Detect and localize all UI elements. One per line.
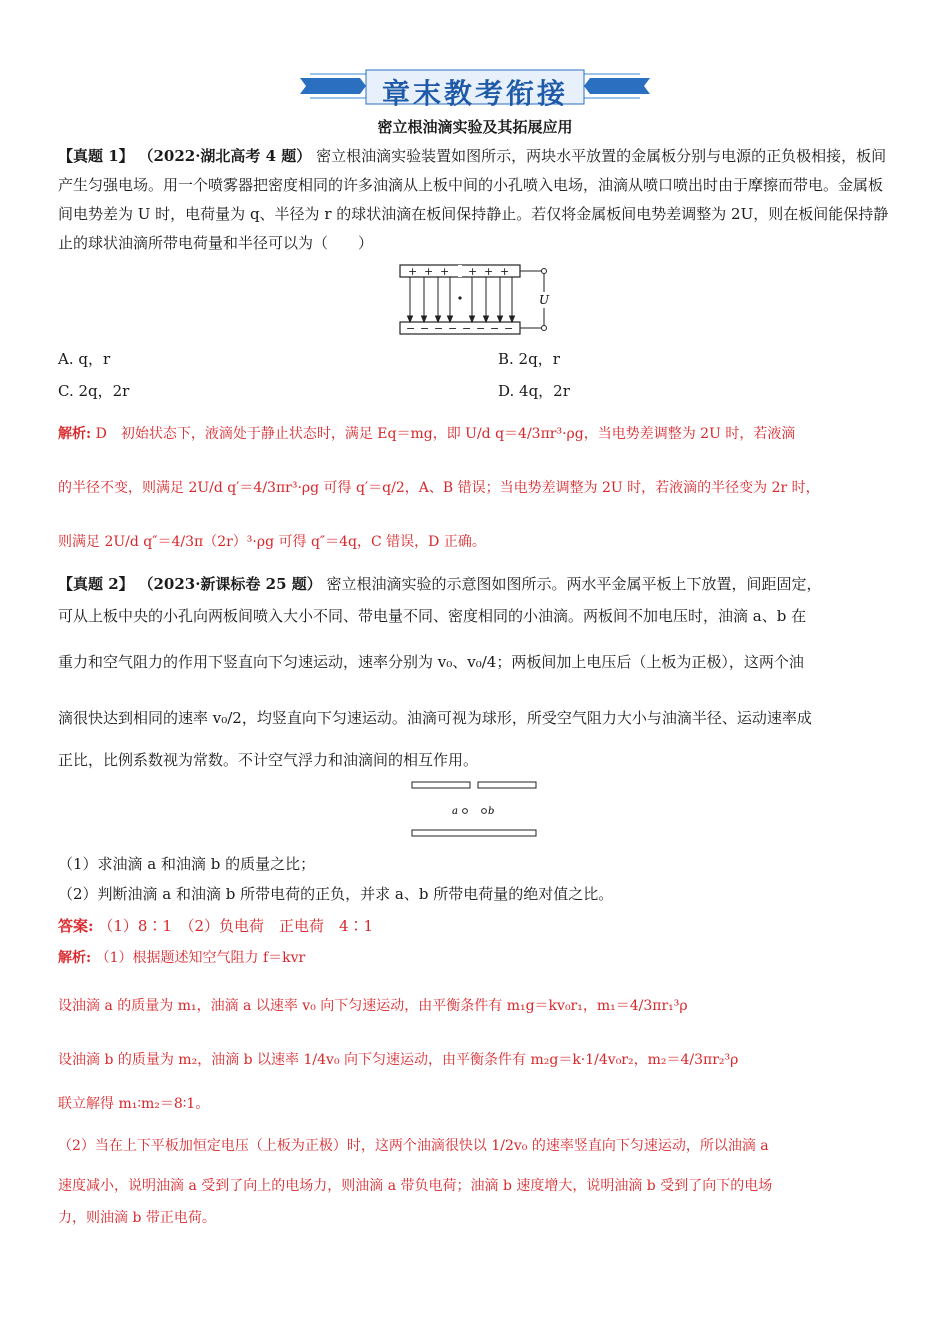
q2-source: （2023·新课标卷 25 题） xyxy=(138,575,322,593)
q1-bottom-sign: − xyxy=(406,322,416,335)
q2-analysis-7: 力，则油滴 b 带正电荷。 xyxy=(58,1210,216,1226)
q1-tag: 【真题 1】 xyxy=(58,147,134,165)
q2-analysis-label: 解析: xyxy=(58,950,92,966)
q1-analysis-text1: D 初始状态下，液滴处于静止状态时，满足 Eq＝mg，即 U/d q＝4/3πr³·ρg，当电势差调整为 2U 时，若液滴 xyxy=(95,426,796,442)
q2-sub1: （1）求油滴 a 和油滴 b 的质量之比； xyxy=(58,855,316,873)
q2-stem-line2: 可从上板中央的小孔向两板间喷入大小不同、带电量不同、密度相同的小油滴。两板间不加电压时，油滴 a、b 在 xyxy=(58,607,807,625)
q2-sub2: （2）判断油滴 a 和油滴 b 所带电荷的正负，并求 a、b 所带电荷量的绝对值之比。 xyxy=(58,885,614,903)
q2-label-a: a xyxy=(452,806,458,817)
q1-bottom-sign: − xyxy=(490,322,500,335)
q1-stem xyxy=(58,142,894,258)
q1-bottom-sign: − xyxy=(434,322,444,335)
q2-label-b: b xyxy=(488,806,495,817)
q2-analysis-text1: （1）根据题述知空气阻力 f＝kvr xyxy=(95,950,306,966)
banner-title: 章末教考衔接 xyxy=(381,77,568,110)
q2-answer-text: （1）8∶1 （2）负电荷 正电荷 4∶1 xyxy=(98,917,374,935)
q2-drop-a xyxy=(463,809,468,814)
q1-figure xyxy=(398,262,558,338)
q2-text-1: 密立根油滴实验的示意图如图所示。两水平金属平板上下放置，间距固定， xyxy=(326,575,822,593)
q1-bottom-sign: − xyxy=(462,322,472,335)
q2-stem-line4: 滴很快达到相同的速率 v₀/2，均竖直向下匀速运动。油滴可视为球形，所受空气阻力大小与油滴半径、运动速率成 xyxy=(58,709,812,727)
q2-analysis-3: 设油滴 b 的质量为 m₂，油滴 b 以速率 1/4v₀ 向下匀速运动，由平衡条件有 m₂g＝k·1/4v₀r₂，m₂＝4/3πr₂³ρ xyxy=(58,1052,739,1068)
q2-answer-label: 答案: xyxy=(58,917,94,935)
q1-oil-drop xyxy=(458,296,461,299)
q1-top-sign: + xyxy=(468,265,478,278)
q1-analysis-label: 解析: xyxy=(58,426,92,442)
q1-bottom-sign: − xyxy=(448,322,458,335)
q1-option-a[interactable]: A. q，r xyxy=(58,350,111,368)
q1-text: 密立根油滴实验装置如图所示，两块水平放置的金属板分别与电源的正负极相接，板间产生匀强电场。用一个喷雾器把密度相同的许多油滴从上板中间的小孔喷入电场，油滴从喷口喷出时由于摩擦而带电。金属板间电势差为 U 时，电荷量为 q、半径为 r 的球状油滴在板间保持静止。若仅将金属板间电势差调整为 2U，则在板间能保持静止的球状油滴所带电荷量和半径可以为（ ） xyxy=(58,147,889,252)
q2-analysis-4: 联立解得 m₁∶m₂＝8∶1。 xyxy=(58,1096,210,1112)
q1-analysis-line1 xyxy=(58,420,894,449)
q1-bottom-sign: − xyxy=(476,322,486,335)
q2-analysis-2: 设油滴 a 的质量为 m₁，油滴 a 以速率 v₀ 向下匀速运动，由平衡条件有 m₁g＝kv₀r₁，m₁＝4/3πr₁³ρ xyxy=(58,998,688,1014)
q1-analysis-line3: 则满足 2U/d q″＝4/3π（2r）³·ρg 可得 q″＝4q，C 错误，D 正确。 xyxy=(58,534,486,550)
q1-option-c[interactable]: C. 2q，2r xyxy=(58,382,130,400)
q2-figure xyxy=(410,780,540,840)
q2-analysis-6: 速度减小，说明油滴 a 受到了向上的电场力，则油滴 a 带负电荷；油滴 b 速度增大，说明油滴 b 受到了向下的电场 xyxy=(58,1178,773,1194)
q2-drop-b xyxy=(482,809,487,814)
q1-top-sign: + xyxy=(408,265,418,278)
q1-source: （2022·湖北高考 4 题） xyxy=(138,147,312,165)
q1-top-sign: + xyxy=(424,265,434,278)
q2-answer xyxy=(58,912,894,941)
q1-bottom-sign: − xyxy=(420,322,430,335)
q1-option-b[interactable]: B. 2q，r xyxy=(498,350,560,368)
q2-analysis-1 xyxy=(58,944,894,973)
q1-option-d[interactable]: D. 4q，2r xyxy=(498,382,570,400)
q1-top-sign: + xyxy=(500,265,510,278)
q1-bottom-plate-signs xyxy=(406,322,513,335)
q1-analysis-line2: 的半径不变，则满足 2U/d q′＝4/3πr³·ρg 可得 q′＝q/2，A、B 错误；当电势差调整为 2U 时，若液滴的半径变为 2r 时， xyxy=(58,480,820,496)
q2-stem-line1 xyxy=(58,570,894,599)
q2-stem-line5: 正比，比例系数视为常数。不计空气浮力和油滴间的相互作用。 xyxy=(58,751,479,769)
q1-bottom-sign: − xyxy=(504,322,514,335)
q1-top-sign: + xyxy=(440,265,450,278)
q2-tag: 【真题 2】 xyxy=(58,575,134,593)
q2-stem-line3: 重力和空气阻力的作用下竖直向下匀速运动，速率分别为 v₀、v₀/4；两板间加上电压后（上板为正极），这两个油 xyxy=(58,653,804,671)
q1-top-sign: + xyxy=(484,265,494,278)
section-subtitle: 密立根油滴实验及其拓展应用 xyxy=(377,118,573,136)
q2-analysis-5: （2）当在上下平板加恒定电压（上板为正极）时，这两个油滴很快以 1/2v₀ 的速率竖直向下匀速运动，所以油滴 a xyxy=(58,1138,769,1154)
q1-figure-label-U: U xyxy=(539,293,550,307)
